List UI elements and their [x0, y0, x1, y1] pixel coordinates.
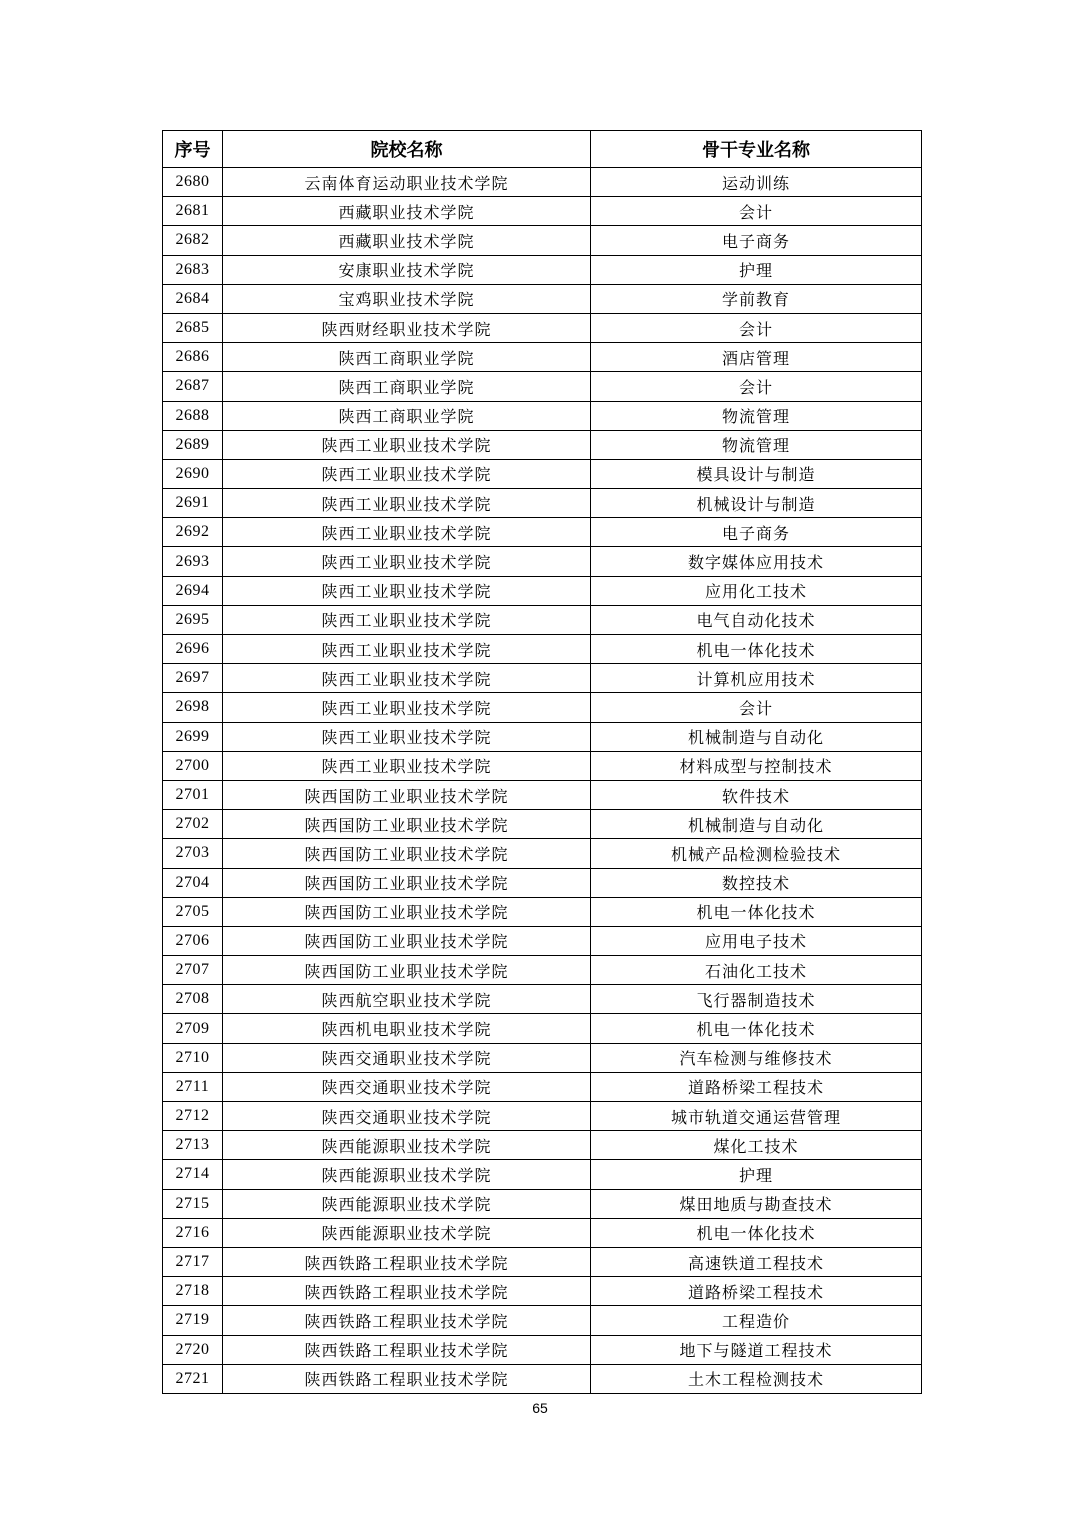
cell-major-name: 电气自动化技术 [591, 605, 922, 634]
cell-serial-number: 2687 [163, 372, 223, 401]
cell-school-name: 陕西工业职业技术学院 [223, 605, 591, 634]
cell-school-name: 安康职业技术学院 [223, 255, 591, 284]
cell-serial-number: 2713 [163, 1131, 223, 1160]
cell-school-name: 陕西铁路工程职业技术学院 [223, 1306, 591, 1335]
cell-major-name: 护理 [591, 1160, 922, 1189]
cell-school-name: 陕西交通职业技术学院 [223, 1102, 591, 1131]
table-body [163, 168, 922, 1394]
cell-major-name: 工程造价 [591, 1306, 922, 1335]
table-row [163, 1306, 922, 1335]
cell-school-name: 陕西铁路工程职业技术学院 [223, 1277, 591, 1306]
cell-serial-number: 2684 [163, 284, 223, 313]
cell-serial-number: 2683 [163, 255, 223, 284]
table-row [163, 313, 922, 342]
cell-serial-number: 2716 [163, 1218, 223, 1247]
cell-school-name: 陕西财经职业技术学院 [223, 313, 591, 342]
header-serial-number: 序号 [163, 131, 223, 168]
cell-school-name: 陕西国防工业职业技术学院 [223, 810, 591, 839]
cell-school-name: 云南体育运动职业技术学院 [223, 168, 591, 197]
table-row [163, 226, 922, 255]
table-row [163, 751, 922, 780]
table-row [163, 1277, 922, 1306]
cell-major-name: 机械产品检测检验技术 [591, 839, 922, 868]
cell-serial-number: 2697 [163, 664, 223, 693]
table-row [163, 1072, 922, 1101]
table-row [163, 459, 922, 488]
cell-major-name: 道路桥梁工程技术 [591, 1072, 922, 1101]
cell-major-name: 石油化工技术 [591, 956, 922, 985]
table-row [163, 401, 922, 430]
table-row [163, 168, 922, 197]
cell-major-name: 计算机应用技术 [591, 664, 922, 693]
table-row [163, 868, 922, 897]
table-row [163, 1043, 922, 1072]
table-row [163, 926, 922, 955]
cell-school-name: 陕西工业职业技术学院 [223, 751, 591, 780]
cell-school-name: 陕西铁路工程职业技术学院 [223, 1364, 591, 1393]
table-row [163, 1102, 922, 1131]
cell-serial-number: 2714 [163, 1160, 223, 1189]
table-row [163, 985, 922, 1014]
cell-major-name: 电子商务 [591, 226, 922, 255]
cell-major-name: 护理 [591, 255, 922, 284]
cell-school-name: 宝鸡职业技术学院 [223, 284, 591, 313]
cell-school-name: 陕西国防工业职业技术学院 [223, 956, 591, 985]
table-row [163, 1218, 922, 1247]
cell-major-name: 软件技术 [591, 780, 922, 809]
cell-serial-number: 2720 [163, 1335, 223, 1364]
cell-school-name: 陕西航空职业技术学院 [223, 985, 591, 1014]
table-row [163, 693, 922, 722]
cell-school-name: 陕西国防工业职业技术学院 [223, 926, 591, 955]
cell-serial-number: 2701 [163, 780, 223, 809]
cell-serial-number: 2705 [163, 897, 223, 926]
page-number: 65 [532, 1400, 548, 1416]
cell-serial-number: 2691 [163, 489, 223, 518]
cell-school-name: 陕西工业职业技术学院 [223, 635, 591, 664]
cell-major-name: 高速铁道工程技术 [591, 1247, 922, 1276]
table-row [163, 430, 922, 459]
header-major-name: 骨干专业名称 [591, 131, 922, 168]
cell-serial-number: 2700 [163, 751, 223, 780]
cell-serial-number: 2699 [163, 722, 223, 751]
cell-major-name: 汽车检测与维修技术 [591, 1043, 922, 1072]
table-row [163, 255, 922, 284]
backbone-majors-table [162, 130, 922, 1394]
cell-major-name: 酒店管理 [591, 343, 922, 372]
cell-school-name: 陕西工业职业技术学院 [223, 664, 591, 693]
table-row [163, 605, 922, 634]
cell-school-name: 陕西工业职业技术学院 [223, 693, 591, 722]
cell-major-name: 煤田地质与勘查技术 [591, 1189, 922, 1218]
table-row [163, 780, 922, 809]
table-row [163, 547, 922, 576]
cell-school-name: 陕西铁路工程职业技术学院 [223, 1247, 591, 1276]
cell-major-name: 机电一体化技术 [591, 1014, 922, 1043]
cell-major-name: 电子商务 [591, 518, 922, 547]
cell-school-name: 陕西能源职业技术学院 [223, 1160, 591, 1189]
table-row [163, 1131, 922, 1160]
cell-serial-number: 2693 [163, 547, 223, 576]
cell-serial-number: 2712 [163, 1102, 223, 1131]
table-row [163, 284, 922, 313]
cell-major-name: 地下与隧道工程技术 [591, 1335, 922, 1364]
cell-serial-number: 2690 [163, 459, 223, 488]
table-row [163, 897, 922, 926]
cell-school-name: 陕西铁路工程职业技术学院 [223, 1335, 591, 1364]
cell-major-name: 会计 [591, 693, 922, 722]
cell-serial-number: 2681 [163, 197, 223, 226]
cell-school-name: 西藏职业技术学院 [223, 197, 591, 226]
cell-serial-number: 2695 [163, 605, 223, 634]
cell-serial-number: 2680 [163, 168, 223, 197]
cell-serial-number: 2682 [163, 226, 223, 255]
cell-school-name: 陕西工业职业技术学院 [223, 459, 591, 488]
table-row [163, 635, 922, 664]
cell-school-name: 陕西工业职业技术学院 [223, 722, 591, 751]
cell-school-name: 陕西工商职业学院 [223, 372, 591, 401]
table-header-row [163, 131, 922, 168]
table-row [163, 722, 922, 751]
table-row [163, 1247, 922, 1276]
cell-school-name: 陕西工业职业技术学院 [223, 430, 591, 459]
cell-school-name: 陕西能源职业技术学院 [223, 1131, 591, 1160]
cell-serial-number: 2698 [163, 693, 223, 722]
cell-major-name: 会计 [591, 197, 922, 226]
cell-major-name: 运动训练 [591, 168, 922, 197]
table-row [163, 489, 922, 518]
cell-school-name: 陕西机电职业技术学院 [223, 1014, 591, 1043]
cell-school-name: 陕西工业职业技术学院 [223, 547, 591, 576]
table-row [163, 576, 922, 605]
header-school-name: 院校名称 [223, 131, 591, 168]
cell-major-name: 材料成型与控制技术 [591, 751, 922, 780]
cell-school-name: 陕西国防工业职业技术学院 [223, 780, 591, 809]
cell-major-name: 机电一体化技术 [591, 897, 922, 926]
cell-major-name: 应用化工技术 [591, 576, 922, 605]
cell-serial-number: 2685 [163, 313, 223, 342]
cell-major-name: 机械制造与自动化 [591, 722, 922, 751]
table-row [163, 372, 922, 401]
cell-school-name: 陕西国防工业职业技术学院 [223, 897, 591, 926]
cell-major-name: 数字媒体应用技术 [591, 547, 922, 576]
cell-school-name: 陕西国防工业职业技术学院 [223, 868, 591, 897]
table-row [163, 1335, 922, 1364]
cell-serial-number: 2707 [163, 956, 223, 985]
cell-major-name: 会计 [591, 313, 922, 342]
cell-serial-number: 2688 [163, 401, 223, 430]
cell-serial-number: 2686 [163, 343, 223, 372]
cell-school-name: 陕西能源职业技术学院 [223, 1218, 591, 1247]
cell-school-name: 陕西工业职业技术学院 [223, 518, 591, 547]
cell-serial-number: 2709 [163, 1014, 223, 1043]
cell-major-name: 机电一体化技术 [591, 635, 922, 664]
table-row [163, 810, 922, 839]
cell-serial-number: 2696 [163, 635, 223, 664]
cell-major-name: 飞行器制造技术 [591, 985, 922, 1014]
cell-serial-number: 2703 [163, 839, 223, 868]
cell-school-name: 陕西工商职业学院 [223, 401, 591, 430]
cell-major-name: 模具设计与制造 [591, 459, 922, 488]
cell-serial-number: 2718 [163, 1277, 223, 1306]
cell-serial-number: 2721 [163, 1364, 223, 1393]
cell-school-name: 陕西交通职业技术学院 [223, 1043, 591, 1072]
cell-major-name: 道路桥梁工程技术 [591, 1277, 922, 1306]
cell-school-name: 西藏职业技术学院 [223, 226, 591, 255]
table-row [163, 518, 922, 547]
cell-major-name: 土木工程检测技术 [591, 1364, 922, 1393]
table-row [163, 1160, 922, 1189]
cell-school-name: 陕西工商职业学院 [223, 343, 591, 372]
table-row [163, 197, 922, 226]
table-row [163, 1189, 922, 1218]
cell-major-name: 机械设计与制造 [591, 489, 922, 518]
cell-serial-number: 2689 [163, 430, 223, 459]
cell-major-name: 学前教育 [591, 284, 922, 313]
table-row [163, 1014, 922, 1043]
cell-major-name: 应用电子技术 [591, 926, 922, 955]
cell-school-name: 陕西能源职业技术学院 [223, 1189, 591, 1218]
table-row [163, 839, 922, 868]
cell-serial-number: 2694 [163, 576, 223, 605]
cell-major-name: 机械制造与自动化 [591, 810, 922, 839]
table-row [163, 343, 922, 372]
cell-serial-number: 2710 [163, 1043, 223, 1072]
table-row [163, 664, 922, 693]
table-row [163, 1364, 922, 1393]
cell-serial-number: 2692 [163, 518, 223, 547]
cell-serial-number: 2704 [163, 868, 223, 897]
cell-major-name: 物流管理 [591, 430, 922, 459]
table-row [163, 956, 922, 985]
cell-major-name: 会计 [591, 372, 922, 401]
cell-serial-number: 2715 [163, 1189, 223, 1218]
cell-serial-number: 2717 [163, 1247, 223, 1276]
cell-serial-number: 2719 [163, 1306, 223, 1335]
cell-major-name: 城市轨道交通运营管理 [591, 1102, 922, 1131]
cell-serial-number: 2711 [163, 1072, 223, 1101]
cell-major-name: 物流管理 [591, 401, 922, 430]
cell-school-name: 陕西国防工业职业技术学院 [223, 839, 591, 868]
cell-serial-number: 2708 [163, 985, 223, 1014]
cell-major-name: 机电一体化技术 [591, 1218, 922, 1247]
cell-serial-number: 2702 [163, 810, 223, 839]
cell-major-name: 数控技术 [591, 868, 922, 897]
cell-major-name: 煤化工技术 [591, 1131, 922, 1160]
cell-school-name: 陕西工业职业技术学院 [223, 576, 591, 605]
cell-school-name: 陕西交通职业技术学院 [223, 1072, 591, 1101]
cell-school-name: 陕西工业职业技术学院 [223, 489, 591, 518]
cell-serial-number: 2706 [163, 926, 223, 955]
